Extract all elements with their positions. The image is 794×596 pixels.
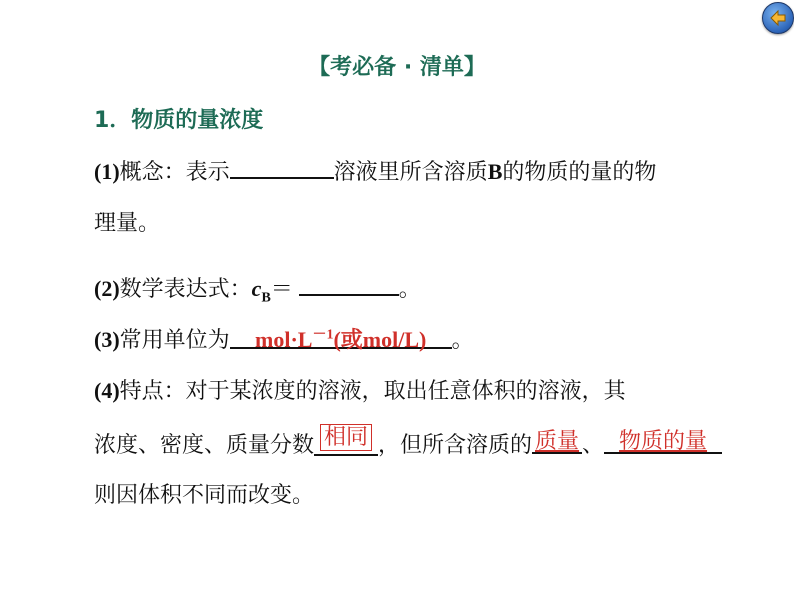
item-number: (1) xyxy=(94,159,120,184)
concept-line-1 xyxy=(94,155,656,186)
formula-eq: ＝ xyxy=(270,277,293,302)
feature-line-2 xyxy=(94,425,722,459)
formula-blank xyxy=(299,272,399,296)
concept-line-2: 理量。 xyxy=(94,211,161,236)
formula-sub: B xyxy=(261,290,271,306)
concept-rest: 的物质的量的物 xyxy=(502,160,657,185)
concept-text: 溶液里所含溶质 xyxy=(333,160,488,185)
unit-blank xyxy=(230,323,452,352)
item-number: (4) xyxy=(94,378,120,403)
section-title: 1．物质的量浓度 xyxy=(94,108,264,133)
item-number: (3) xyxy=(94,327,120,352)
answer-same: 相同 xyxy=(320,424,372,451)
answer-mass: 质量 xyxy=(535,429,580,454)
solute-b: B xyxy=(487,159,503,184)
feature-line-3: 则因体积不同而改变。 xyxy=(94,483,315,508)
unit-answer-main: mol·L xyxy=(255,327,313,352)
unit-line xyxy=(94,323,474,354)
unit-answer-paren: (或mol/L) xyxy=(333,327,427,352)
page-header: 【考必备 · 清单】 xyxy=(308,55,486,80)
feature-text-1: 特点：对于某浓度的溶液，取出任意体积的溶液，其 xyxy=(119,379,626,404)
concept-blank xyxy=(230,155,334,179)
formula-label: 数学表达式： xyxy=(119,277,252,302)
formula-var: c xyxy=(251,276,262,301)
feature-text-2b: ，但所含溶质的 xyxy=(378,433,533,458)
back-button[interactable] xyxy=(762,2,794,34)
amount-blank xyxy=(604,428,722,454)
mass-blank xyxy=(532,428,582,454)
formula-end: 。 xyxy=(398,277,421,302)
unit-answer-sup: －1 xyxy=(312,327,334,343)
item-number: (2) xyxy=(94,276,120,301)
formula-line xyxy=(94,272,421,306)
concept-label: 概念：表示 xyxy=(119,160,230,185)
feature-line-1 xyxy=(94,374,626,405)
unit-answer xyxy=(255,327,426,352)
same-blank xyxy=(314,425,378,456)
back-arrow-icon xyxy=(768,8,788,28)
unit-end: 。 xyxy=(451,328,474,353)
answer-amount: 物质的量 xyxy=(619,429,708,454)
feature-text-2a: 浓度、密度、质量分数 xyxy=(94,433,315,458)
feature-text-2c: 、 xyxy=(582,433,605,458)
unit-label: 常用单位为 xyxy=(119,328,230,353)
